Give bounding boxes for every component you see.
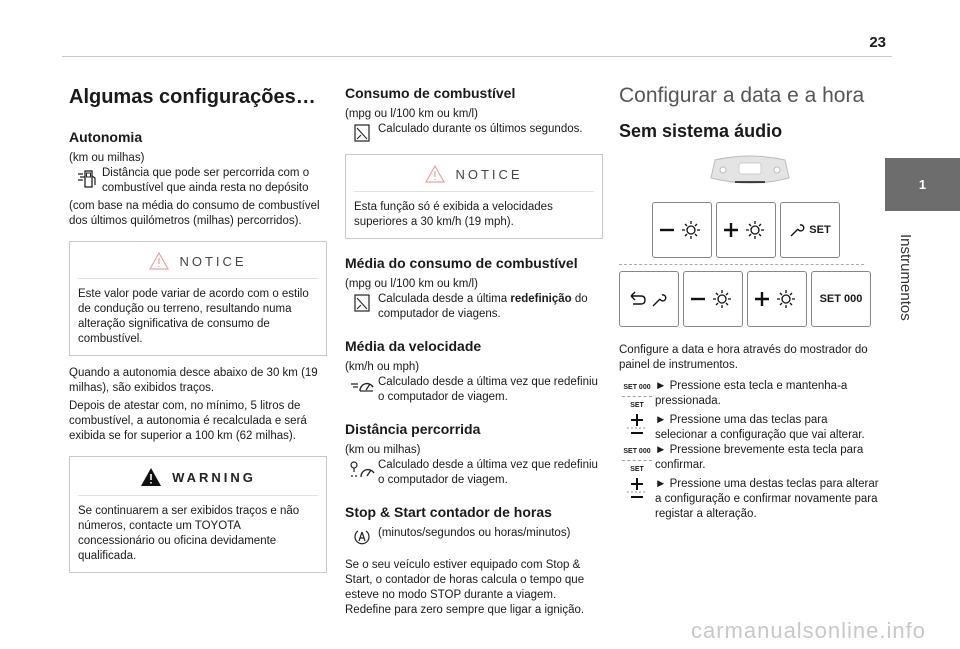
notice-title-row [354,165,594,192]
keys-row-bottom [619,271,881,327]
notice-title: NOTICE [455,166,523,182]
minus-brightness-key[interactable] [683,271,743,327]
dashed-divider [619,264,864,265]
stopstart-unit: (minutos/segundos ou horas/minutos) [378,527,571,539]
notice-title: NOTICE [179,253,247,269]
fuel-pump-icon [69,166,102,190]
autonomia-desc: Distância que pode ser percorrida com o combustível que ainda resta no depósito [102,167,310,194]
key-label: SET 000 [819,293,863,305]
notice-box [345,154,603,239]
wrench-icon [789,222,805,238]
distance-icon [345,458,378,480]
section-heading: Algumas configurações… [69,86,316,108]
page-number: 23 [869,34,886,51]
keys-row-top [652,202,881,258]
consumo-unit: (mpg ou l/100 km ou km/l) [345,108,478,120]
autonomia-desc-row [69,166,327,196]
plus-minus-keys-icon [619,413,655,436]
distancia-title: Distância percorrida [345,421,481,437]
step-item: SET 000 SET ► Pressione esta tecla e mantenha-a pressionada. [619,379,881,413]
datetime-intro: Configure a data e hora através do mostrador do painel de instrumentos. [619,344,868,371]
return-wrench-key[interactable] [619,271,679,327]
header-rule [62,56,892,57]
consumption-gauge-icon [345,122,378,142]
set-keys-icon: SET 000 SET [623,384,651,409]
stopstart-desc: Se o seu veículo estiver equipado com Stop & Start, o contador de horas calcula o tempo que esteve no modo STOP durante a viagem. Redefine para zero sempre que ligar a ignição. [345,559,585,616]
autonomia-cont: (com base na média do consumo de combustível dos últimos quilómetros (milhas) percorridos). [69,200,320,227]
caution-triangle-icon [425,165,445,183]
consumo-title: Consumo de combustível [345,85,516,101]
media-consumo-desc-row [345,292,603,322]
plus-brightness-key[interactable] [747,271,807,327]
plus-minus-keys-icon [619,477,655,500]
warning-body: Se continuarem a ser exibidos traços e não números, contacte um TOYOTA concessionário ou oficina devidamente qualificada. [78,505,300,562]
warning-title: WARNING [172,469,256,485]
column-left [69,80,327,573]
set-000-key[interactable] [811,271,871,327]
media-consumo-title: Média do consumo de combustível [345,255,578,271]
distancia-desc-row [345,458,603,488]
notice-box [69,241,327,356]
chapter-tab[interactable]: 1 [885,158,960,211]
watermark: carmanualsonline.info [690,618,926,643]
media-velocidade-desc: Calculado desde a última vez que redefiniu o computador de viagem. [378,376,598,403]
media-velocidade-unit: (km/h ou mph) [345,361,420,373]
stopstart-title: Stop & Start contador de horas [345,504,552,520]
media-consumo-desc-a: Calculada desde a última [378,293,511,305]
plus-brightness-key[interactable] [716,202,776,258]
caution-triangle-icon [149,252,169,270]
minus-brightness-key[interactable] [652,202,712,258]
datetime-subheading: Sem sistema áudio [619,121,783,141]
step-item: SET 000 SET ► Pressione brevemente esta tecla para confirmar. [619,443,881,477]
set-keys-icon: SET 000 SET [623,448,651,473]
media-velocidade-desc-row [345,375,603,405]
consumo-desc: Calculado durante os últimos segundos. [378,123,583,135]
autonomia-title: Autonomia [69,129,143,145]
step-item: ► Pressione uma das teclas para selecionar a configuração que vai alterar. [619,413,881,443]
step-item: ► Pressione uma destas teclas para alterar a configuração e confirmar novamente para registar a alteração. [619,477,881,522]
warning-title-row [78,467,318,496]
warning-box [69,456,327,573]
chapter-label: Instrumentos [897,233,914,321]
media-consumo-desc-c: do computador de viagens. [378,293,588,320]
datetime-heading: Configurar a data e a hora [619,84,865,107]
key-label: SET [809,224,831,236]
speed-gauge-icon [345,375,378,393]
distancia-unit: (km ou milhas) [345,444,421,456]
notice-body: Este valor pode variar de acordo com o estilo de condução ou terreno, resultando numa alteração significativa de consumo de combustível. [78,288,309,345]
paragraph: Depois de atestar com, no mínimo, 5 litros de combustível, a autonomia é recalculada e será exibida se for superior a 100 km (62 milhas). [69,400,307,442]
column-middle [345,80,603,618]
instrument-panel-illustration [619,154,881,192]
steps-list [619,379,881,522]
consumption-gauge-icon [345,292,378,312]
notice-body: Esta função só é exibida a velocidades superiores a 30 km/h (19 mph). [354,201,553,228]
warning-triangle-icon [140,467,162,487]
media-consumo-desc-b: redefinição [510,293,572,305]
consumo-desc-row [345,122,603,142]
stopstart-unit-row [345,526,603,546]
column-right [619,80,881,522]
stop-start-icon [345,526,378,546]
notice-title-row [78,252,318,279]
autonomia-unit: (km ou milhas) [69,152,145,164]
media-consumo-unit: (mpg ou l/100 km ou km/l) [345,278,478,290]
media-velocidade-title: Média da velocidade [345,338,482,354]
wrench-set-key[interactable] [780,202,840,258]
dashboard-display-icon [705,154,795,190]
distancia-desc: Calculado desde a última vez que redefiniu o computador de viagem. [378,459,598,486]
paragraph: Quando a autonomia desce abaixo de 30 km (19 milhas), são exibidos traços. [69,367,318,394]
